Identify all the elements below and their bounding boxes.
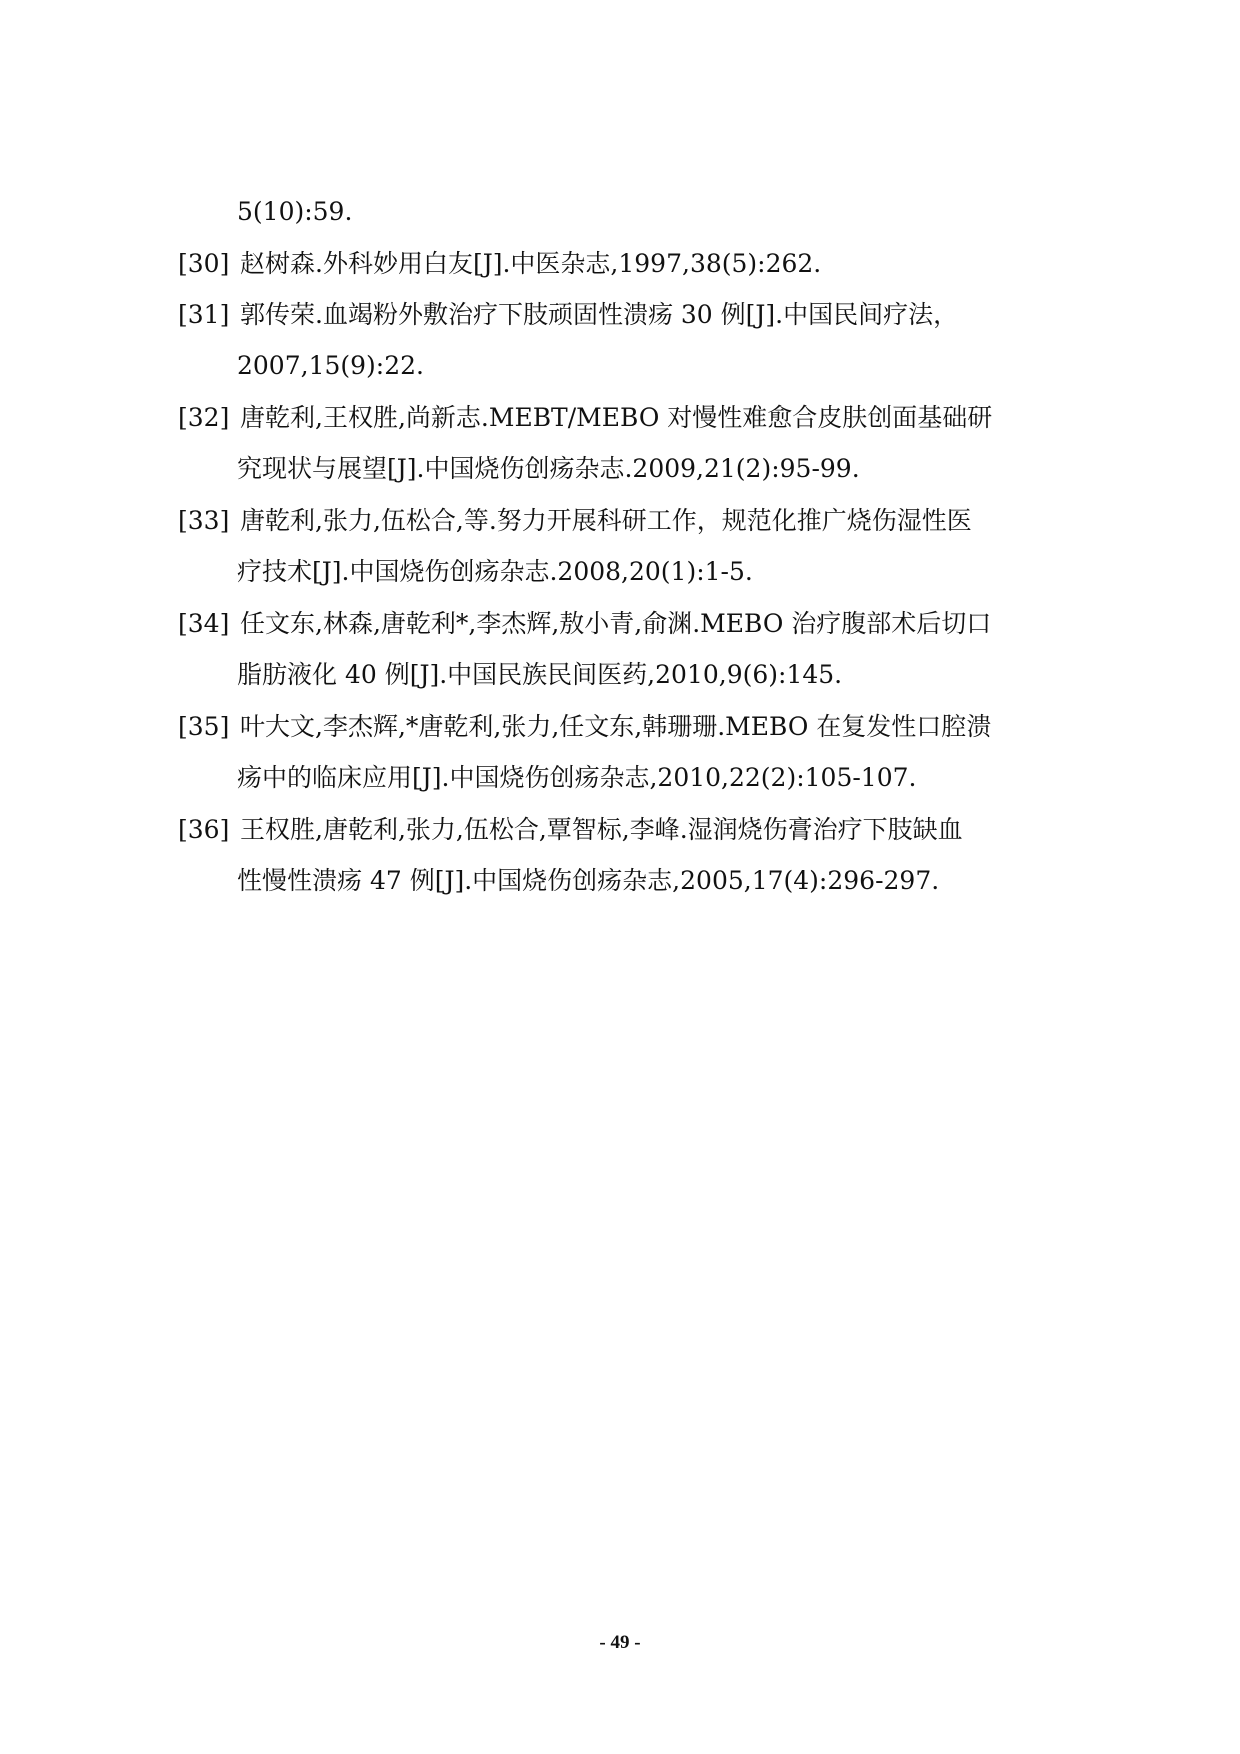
reference-number: [31] [178, 300, 230, 329]
reference-text: 赵树森.外科妙用白友[J].中医杂志,1997,38(5):262. [240, 249, 822, 278]
reference-number: [34] [178, 609, 230, 638]
reference-text: 郭传荣.血竭粉外敷治疗下肢顽固性溃疡 30 例[J].中国民间疗法， [240, 300, 959, 329]
reference-text: 疡中的临床应用[J].中国烧伤创疡杂志,2010,22(2):105-107. [237, 763, 917, 792]
reference-text: 叶大文,李杰辉,*唐乾利,张力,任文东,韩珊珊.MEBO 在复发性口腔溃 [240, 712, 992, 741]
reference-number: [33] [178, 506, 230, 535]
reference-text: 究现状与展望[J].中国烧伤创疡杂志.2009,21(2):95-99. [237, 454, 860, 483]
reference-number: [30] [178, 249, 230, 278]
reference-number: [32] [178, 403, 230, 432]
reference-text: 任文东,林森,唐乾利*,李杰辉,敖小青,俞渊.MEBO 治疗腹部术后切口 [240, 609, 992, 638]
reference-text: 性慢性溃疡 47 例[J].中国烧伤创疡杂志,2005,17(4):296-297. [237, 866, 940, 895]
continuation-text: 5(10):59. [237, 197, 353, 226]
reference-text: 王权胜,唐乾利,张力,伍松合,覃智标,李峰.湿润烧伤膏治疗下肢缺血 [240, 815, 963, 844]
reference-text: 2007,15(9):22. [237, 351, 424, 380]
reference-text: 唐乾利,王权胜,尚新志.MEBT/MEBO 对慢性难愈合皮肤创面基础研 [240, 403, 993, 432]
reference-number: [36] [178, 815, 230, 844]
reference-text: 疗技术[J].中国烧伤创疡杂志.2008,20(1):1-5. [237, 557, 753, 586]
reference-text: 脂肪液化 40 例[J].中国民族民间医药,2010,9(6):145. [237, 660, 843, 689]
reference-text: 唐乾利,张力,伍松合,等.努力开展科研工作，规范化推广烧伤湿性医 [240, 506, 972, 535]
reference-number: [35] [178, 712, 230, 741]
page-number: - 49 - [599, 1632, 641, 1653]
